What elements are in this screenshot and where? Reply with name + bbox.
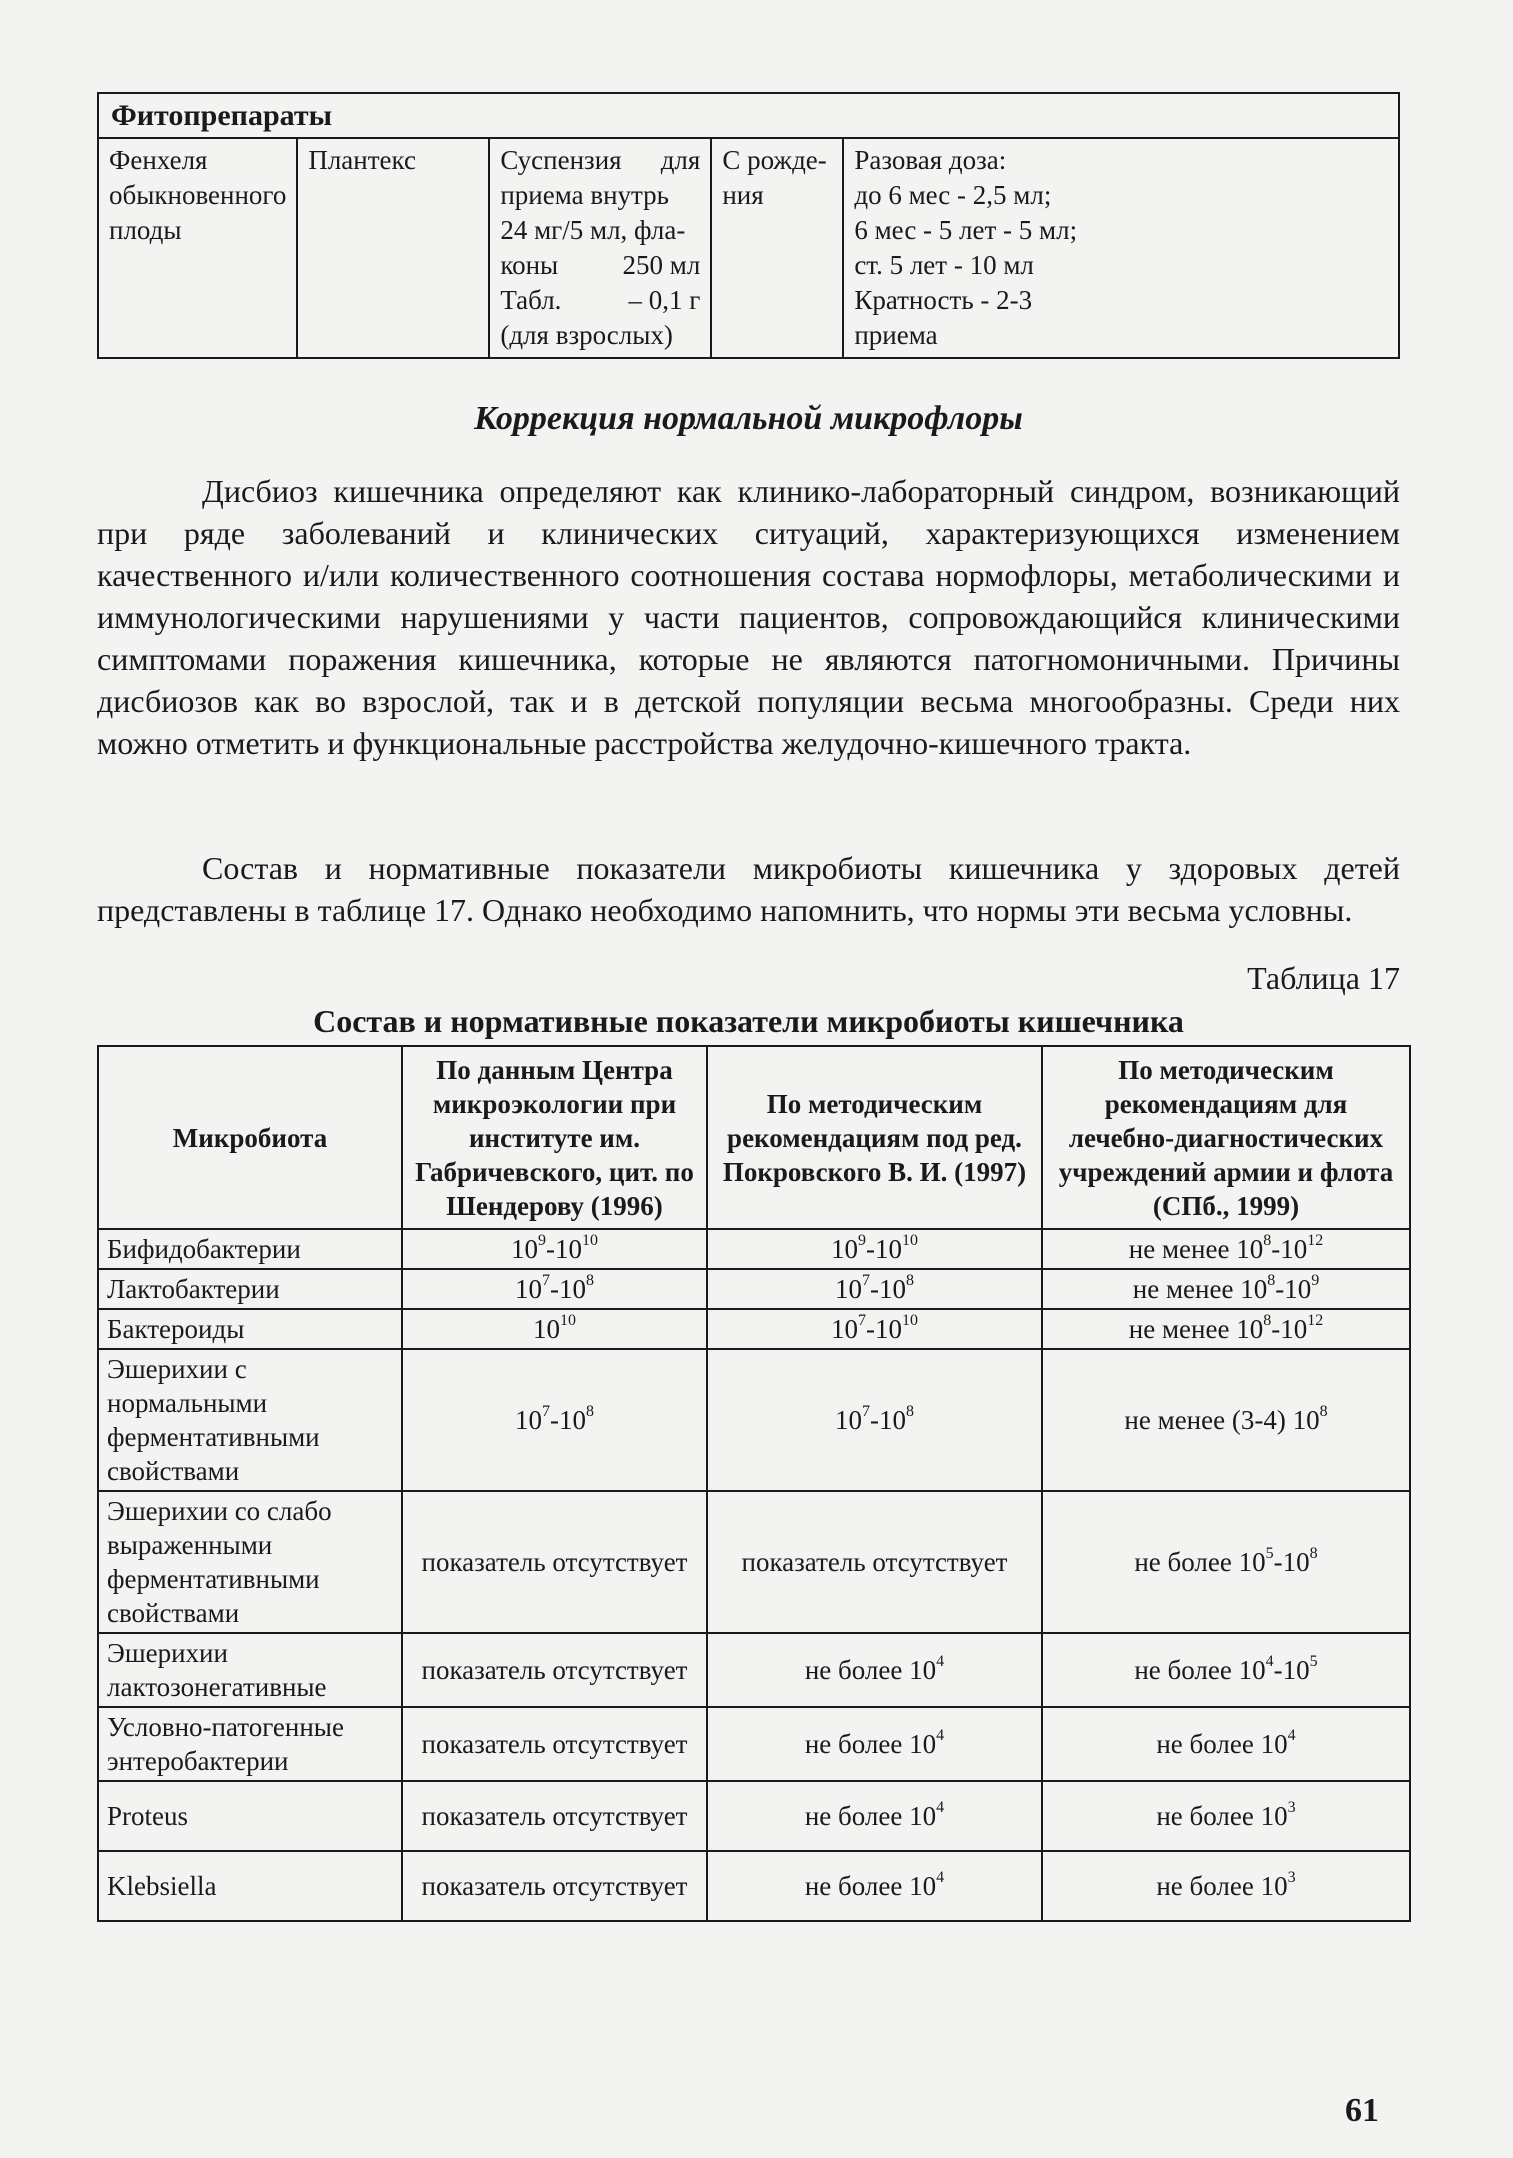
value-cell [402,1851,707,1921]
value-range: -10 [1273,1655,1310,1685]
value-exponent: 12 [1307,1232,1324,1249]
drug-cell: Плантекс [297,138,489,358]
value-exponent: 4 [936,1653,945,1670]
value-base: 10 [835,1274,862,1304]
form-text: 24 мг/5 мл, фла- [500,215,686,245]
column-header: По данным Центра микроэкологии при институте им. Габричевского, цит. по Шендерову (1996) [402,1046,707,1229]
paragraph-1: Дисбиоз кишечника определяют как клинико-лабораторный синдром, возникающий при ряде заболеваний и клинических ситуаций, характеризующихся изменением качественного и/или количественного соотношения состава нормофлоры, метаболическими и иммунологическими нарушениями у части пациентов, сопровождающийся клиническими симптомами поражения кишечника, которые не являются патогномоничными. Причины дисбиозов как во взрослой, так и в детской популяции весьма многообразны. Среди них можно отметить и функциональные расстройства желудочно-кишечного тракта. [97,473,1400,761]
microbiota-name: Эшерихии лактозонегативные [98,1633,402,1707]
value-cell [1042,1349,1410,1491]
table-row [98,1349,1410,1491]
value-exponent: 9 [858,1232,866,1249]
value-base: 10 [831,1234,858,1264]
dose-text: Разовая доза: [854,145,1007,175]
value-base: не более 10 [1156,1729,1288,1759]
dose-text: до 6 мес - 2,5 мл; [854,180,1052,210]
value-cell [402,1229,707,1269]
value-cell [402,1633,707,1707]
value-range: -10 [866,1234,902,1264]
value-text: показатель отсутствует [421,1547,688,1577]
form-text: Суспензия [500,145,622,175]
value-cell [402,1491,707,1633]
table-row [98,1633,1410,1707]
value-range: -10 [1273,1547,1310,1577]
value-cell [707,1269,1042,1309]
value-text: показатель отсутствует [741,1547,1008,1577]
column-header: По методическим рекомендациям под ред. Покровского В. И. (1997) [707,1046,1042,1229]
value-cell [1042,1229,1410,1269]
value-exponent: 4 [1287,1727,1296,1744]
value-cell [1042,1707,1410,1781]
value-exponent: 10 [902,1232,918,1249]
value-exponent: 12 [1307,1312,1324,1329]
microbiota-table [97,1045,1411,1922]
value-exponent: 10 [560,1312,576,1329]
value-base: не более 10 [804,1729,937,1759]
value-exponent: 7 [862,1403,870,1420]
form-text: 250 мл [622,250,701,280]
value-cell [1042,1851,1410,1921]
form-text: – 0,1 г [628,285,701,315]
phytopreparations-table [97,92,1400,359]
dose-text: приема [854,320,938,350]
value-exponent: 10 [582,1232,598,1249]
value-exponent: 7 [858,1312,866,1329]
microbiota-name: Эшерихии с нормальными ферментативными свойствами [98,1349,402,1491]
value-range: -10 [870,1274,906,1304]
value-base: 10 [835,1405,862,1435]
value-range: -10 [550,1405,586,1435]
column-header: Микробиота [98,1046,402,1229]
value-exponent: 8 [1267,1272,1276,1289]
value-cell [1042,1781,1410,1851]
microbiota-name: Klebsiella [98,1851,402,1921]
table-header-row [98,1046,1410,1229]
form-text: для [660,145,701,175]
form-text: приема внутрь [500,180,669,210]
table-caption: Таблица 17 [1247,960,1400,996]
value-exponent: 5 [1265,1545,1274,1562]
value-base: не более 10 [1134,1547,1266,1577]
dose-text: Кратность - 2-3 [854,285,1033,315]
form-text: Табл. [500,285,562,315]
value-text: показатель отсутствует [421,1655,688,1685]
value-exponent: 10 [902,1312,918,1329]
value-exponent: 3 [1287,1799,1296,1816]
value-exponent: 7 [862,1272,870,1289]
value-base: 10 [533,1314,560,1344]
table-title: Состав и нормативные показатели микробиоты кишечника [313,1003,1184,1039]
age-cell [711,138,843,358]
age-text: С рожде- [722,145,827,175]
column-header: По методическим рекомендациям для лечебно-диагностических учреждений армии и флота (СПб., 1999) [1042,1046,1410,1229]
value-exponent: 9 [538,1232,546,1249]
table-row [98,138,1399,358]
value-base: не менее (3-4) 10 [1124,1405,1320,1435]
value-exponent: 7 [542,1272,550,1289]
value-text: показатель отсутствует [421,1729,688,1759]
dose-text: ст. 5 лет - 10 мл [854,250,1034,280]
dose-text: 6 мес - 5 лет - 5 мл; [854,215,1078,245]
table-body [98,1229,1410,1921]
value-range: -10 [1271,1314,1308,1344]
value-cell [402,1349,707,1491]
value-cell [1042,1269,1410,1309]
table-row [98,1309,1410,1349]
value-exponent: 8 [1309,1545,1318,1562]
paragraph-2: Состав и нормативные показатели микробиоты кишечника у здоровых детей представлены в таблице 17. Однако необходимо напомнить, что нормы эти весьма условны. [97,850,1400,928]
microbiota-name: Бифидобактерии [98,1229,402,1269]
value-cell [707,1633,1042,1707]
form-text: коны [500,250,559,280]
microbiota-name: Бактероиды [98,1309,402,1349]
value-base: не менее 10 [1128,1234,1264,1264]
section-title: Коррекция нормальной микрофлоры [474,400,1023,437]
age-text: ния [722,180,764,210]
value-base: не более 10 [1156,1871,1288,1901]
table-row [98,1851,1410,1921]
value-base: не более 10 [804,1871,937,1901]
value-exponent: 8 [586,1272,594,1289]
table-row [98,1269,1410,1309]
form-cell [489,138,711,358]
value-base: не менее 10 [1128,1314,1264,1344]
value-exponent: 8 [906,1272,914,1289]
value-base: 10 [511,1234,538,1264]
value-cell [707,1491,1042,1633]
page-number: 61 [1345,2092,1379,2129]
value-base: 10 [515,1274,542,1304]
value-exponent: 4 [936,1869,945,1886]
value-exponent: 8 [586,1403,594,1420]
value-base: не менее 10 [1132,1274,1268,1304]
value-cell [1042,1309,1410,1349]
value-cell [1042,1633,1410,1707]
value-base: 10 [515,1405,542,1435]
value-exponent: 7 [542,1403,550,1420]
value-cell [402,1309,707,1349]
value-range: -10 [550,1274,586,1304]
value-base: 10 [831,1314,858,1344]
table-row [98,1781,1410,1851]
value-base: не более 10 [1156,1801,1288,1831]
value-cell [707,1309,1042,1349]
value-exponent: 9 [1311,1272,1320,1289]
value-cell [402,1269,707,1309]
value-exponent: 4 [936,1799,945,1816]
value-range: -10 [546,1234,582,1264]
value-base: не более 10 [804,1801,937,1831]
value-cell [402,1781,707,1851]
microbiota-name: Proteus [98,1781,402,1851]
value-cell [707,1851,1042,1921]
value-cell [707,1229,1042,1269]
value-exponent: 4 [1265,1653,1274,1670]
value-exponent: 4 [936,1727,945,1744]
microbiota-name: Лактобактерии [98,1269,402,1309]
table-row [98,1491,1410,1633]
form-text: (для взрослых) [500,320,673,350]
value-base: не более 10 [1134,1655,1266,1685]
value-exponent: 5 [1309,1653,1318,1670]
value-text: показатель отсутствует [421,1871,688,1901]
value-text: показатель отсутствует [421,1801,688,1831]
value-range: -10 [1275,1274,1312,1304]
value-range: -10 [870,1405,906,1435]
table-row [98,1229,1410,1269]
value-cell [402,1707,707,1781]
table-row [98,1707,1410,1781]
value-exponent: 8 [1319,1403,1328,1420]
dose-cell [843,138,1399,358]
value-exponent: 3 [1287,1869,1296,1886]
value-exponent: 8 [1263,1232,1272,1249]
value-exponent: 8 [1263,1312,1272,1329]
microbiota-name: Эшерихии со слабо выраженными ферментативными свойствами [98,1491,402,1633]
plant-cell: Фенхеля обыкновенного плоды [98,138,297,358]
value-cell [1042,1491,1410,1633]
value-range: -10 [866,1314,902,1344]
value-cell [707,1349,1042,1491]
value-cell [707,1781,1042,1851]
phytopreparations-header: Фитопрепараты [98,93,1399,138]
value-exponent: 8 [906,1403,914,1420]
value-range: -10 [1271,1234,1308,1264]
value-base: не более 10 [804,1655,937,1685]
microbiota-name: Условно-патогенные энтеробактерии [98,1707,402,1781]
value-cell [707,1707,1042,1781]
